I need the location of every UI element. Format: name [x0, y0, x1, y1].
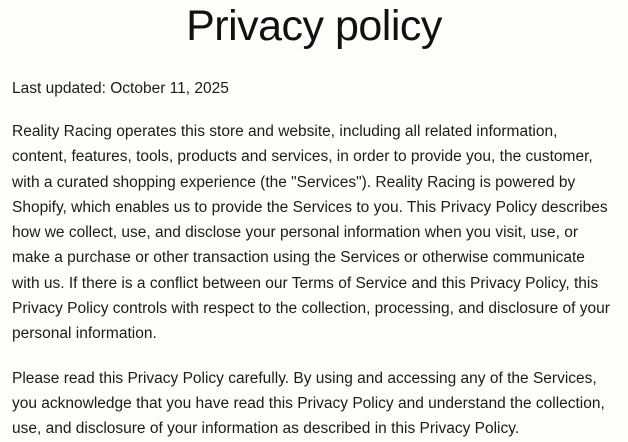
last-updated-text: Last updated: October 11, 2025 [12, 80, 229, 97]
policy-paragraph: Please read this Privacy Policy carefully. By using and accessing any of the Services, you acknowledge that you have read this Privacy Policy and understand the collection, use, and disclosure of your information as described in this Privacy Policy. [12, 369, 605, 438]
page-title: Privacy policy [186, 2, 442, 50]
policy-paragraph: Reality Racing operates this store and website, including all related information, content, features, tools, products and services, in order to provide you, the customer, with a curated shopping experience (the "Services"). Reality Racing is powered by Shopify, which enables us to provide the Services to you. This Privacy Policy describes how we collect, use, and disclose your personal information when you visit, use, or make a purchase or other transaction using the Services or otherwise communicate with us. If there is a conflict between our Terms of Service and this Privacy Policy, this Privacy Policy controls with respect to the collection, processing, and disclosure of your personal information. [12, 123, 610, 343]
